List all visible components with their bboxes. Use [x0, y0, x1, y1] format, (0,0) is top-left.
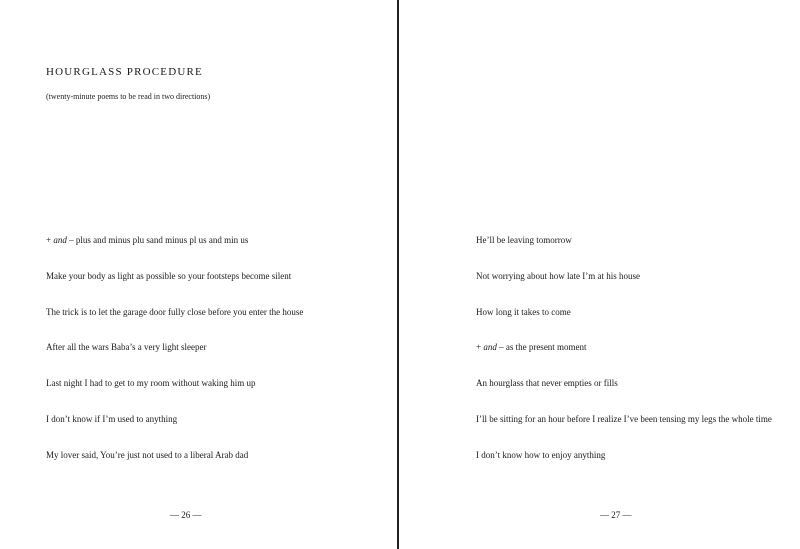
left-page	[0, 0, 398, 549]
poem-line: He’ll be leaving tomorrow	[476, 235, 572, 245]
poem-line: The trick is to let the garage door fully close before you enter the house	[46, 306, 304, 317]
poem-line: I don’t know how to enjoy anything	[476, 449, 606, 460]
poem-line: Not worrying about how late I’m at his house	[476, 270, 640, 281]
page-gutter-divider	[397, 0, 399, 549]
poem-line: How long it takes to come	[476, 306, 571, 317]
page-number-right: — 27 —	[600, 510, 632, 520]
right-page	[400, 0, 800, 549]
poem-line: After all the wars Baba’s a very light sleeper	[46, 342, 207, 353]
left-poem-lines	[46, 234, 303, 485]
poem-line: + and – plus and minus plu sand minus pl us and min us	[46, 235, 249, 245]
poem-title: HOURGLASS PROCEDURE	[46, 66, 203, 78]
right-poem-lines	[476, 234, 772, 485]
poem-line: My lover said, You’re just not used to a liberal Arab dad	[46, 449, 249, 460]
page-number-left: — 26 —	[170, 510, 202, 520]
poem-line: An hourglass that never empties or fills	[476, 378, 618, 389]
poem-line: I don’t know if I’m used to anything	[46, 413, 178, 424]
poem-subtitle: (twenty-minute poems to be read in two directions)	[46, 92, 211, 101]
poem-line: + and – as the present moment	[476, 342, 587, 353]
poem-line: I’ll be sitting for an hour before I realize I’ve been tensing my legs the whole time	[476, 413, 772, 424]
poem-line: Last night I had to get to my room without waking him up	[46, 378, 256, 389]
poem-line: Make your body as light as possible so your footsteps become silent	[46, 270, 292, 281]
